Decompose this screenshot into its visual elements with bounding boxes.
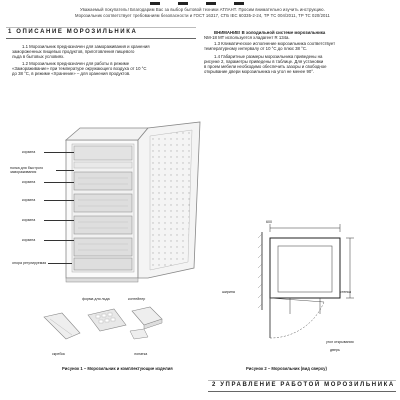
figure-2-caption: Рисунок 2 – Морозильник (вид сверху): [246, 366, 327, 371]
s1-p3-line1: 1.3 Климатическое исполнение морозильника соответствует: [214, 41, 336, 46]
section-1-rule: [6, 38, 196, 39]
label-basket-3: корзина: [22, 198, 36, 202]
label-door-open: угол открывания: [326, 340, 354, 344]
leader-basket-4: [44, 220, 74, 221]
leader-basket-top: [44, 152, 74, 153]
label-basket-top: корзина: [22, 150, 36, 154]
s1-p1-line1: 1.1 Морозильник предназначен для замораживания и хранения: [22, 44, 150, 49]
header-marks: [150, 2, 270, 5]
freezer-illustration: [60, 118, 210, 288]
leader-shelf-freeze: [56, 170, 74, 171]
leader-basket-3: [44, 200, 74, 201]
s1-p2-line1: 1.2 Морозильник предназначен для работы в режиме: [22, 61, 130, 66]
label-lid: лопатка: [134, 352, 148, 356]
s1-p4-line2: рисунке 2, параметры приведены в таблице. Для установки: [204, 59, 324, 64]
s1-p3-line2: температурному интервалу от 10 °С до плюс 38 °С.: [204, 46, 308, 51]
label-basket-4: корзина: [22, 218, 36, 222]
section-2-title: 2 УПРАВЛЕНИЕ РАБОТОЙ МОРОЗИЛЬНИКА: [212, 382, 395, 388]
s1-p4-line3: в проем мебели необходимо обеспечить зазоры и свободное: [204, 64, 327, 69]
label-shelf-freeze: полка для быстрого замораживания: [10, 166, 44, 175]
header-line-2: Морозильник соответствует требованиям безопасности и ГОСТ 16317, СТБ IEC 60335-2-24, ТР ТС 004/2011, ТР ТС 020/2011: [75, 13, 330, 18]
label-ice-tray: форма для льда: [82, 297, 110, 301]
header-line-1: Уважаемый покупатель! Благодарим Вас за выбор бытовой техники АТЛАНТ. Просим внимательно изучить инструкцию.: [80, 7, 325, 12]
label-width: ширина: [222, 290, 235, 294]
label-back: стенка: [340, 290, 352, 294]
label-basket-2: корзина: [22, 180, 36, 184]
leader-basket-2: [44, 182, 74, 183]
s1-p4-line1: 1.4 Габаритные размеры морозильника приведены на: [214, 54, 323, 59]
label-front: дверь: [330, 348, 340, 352]
label-tray: контейнер: [128, 297, 146, 301]
label-leg: опора регулируемая: [12, 261, 47, 265]
section-1-title: 1 ОПИСАНИЕ МОРОЗИЛЬНИКА: [8, 29, 138, 35]
figure-1-caption: Рисунок 1 – Морозильник и комплектующие изделия: [62, 366, 173, 371]
s1-p2-line2: «Замораживание» при температуре окружающего воздуха от 10 °С: [12, 66, 147, 71]
accessories-illustration: [40, 303, 165, 345]
leader-leg: [48, 263, 72, 264]
label-scraper: скребок: [52, 352, 65, 356]
s1-p1-line2: замороженных пищевых продуктов, приготовления пищевого: [12, 49, 135, 54]
dimensions-diagram: [250, 218, 370, 358]
s1-warning-line1: ВНИМАНИЕ! В холодильной системе морозильника: [214, 30, 326, 35]
s1-warning-line2: NM-18 MT используется хладагент R 134a.: [204, 35, 290, 40]
section-2-rule: [208, 391, 396, 392]
s1-p1-line3: льда в бытовых условиях.: [12, 54, 65, 59]
leader-basket-5: [44, 240, 74, 241]
s1-p2-line3: до 38 °С, в режиме «Хранение» – для хранения продуктов.: [12, 71, 131, 76]
label-depth: 600: [266, 220, 272, 224]
s1-p4-line4: открывание двери морозильника на угол не менее 90°.: [204, 69, 315, 74]
label-basket-5: корзина: [22, 238, 36, 242]
